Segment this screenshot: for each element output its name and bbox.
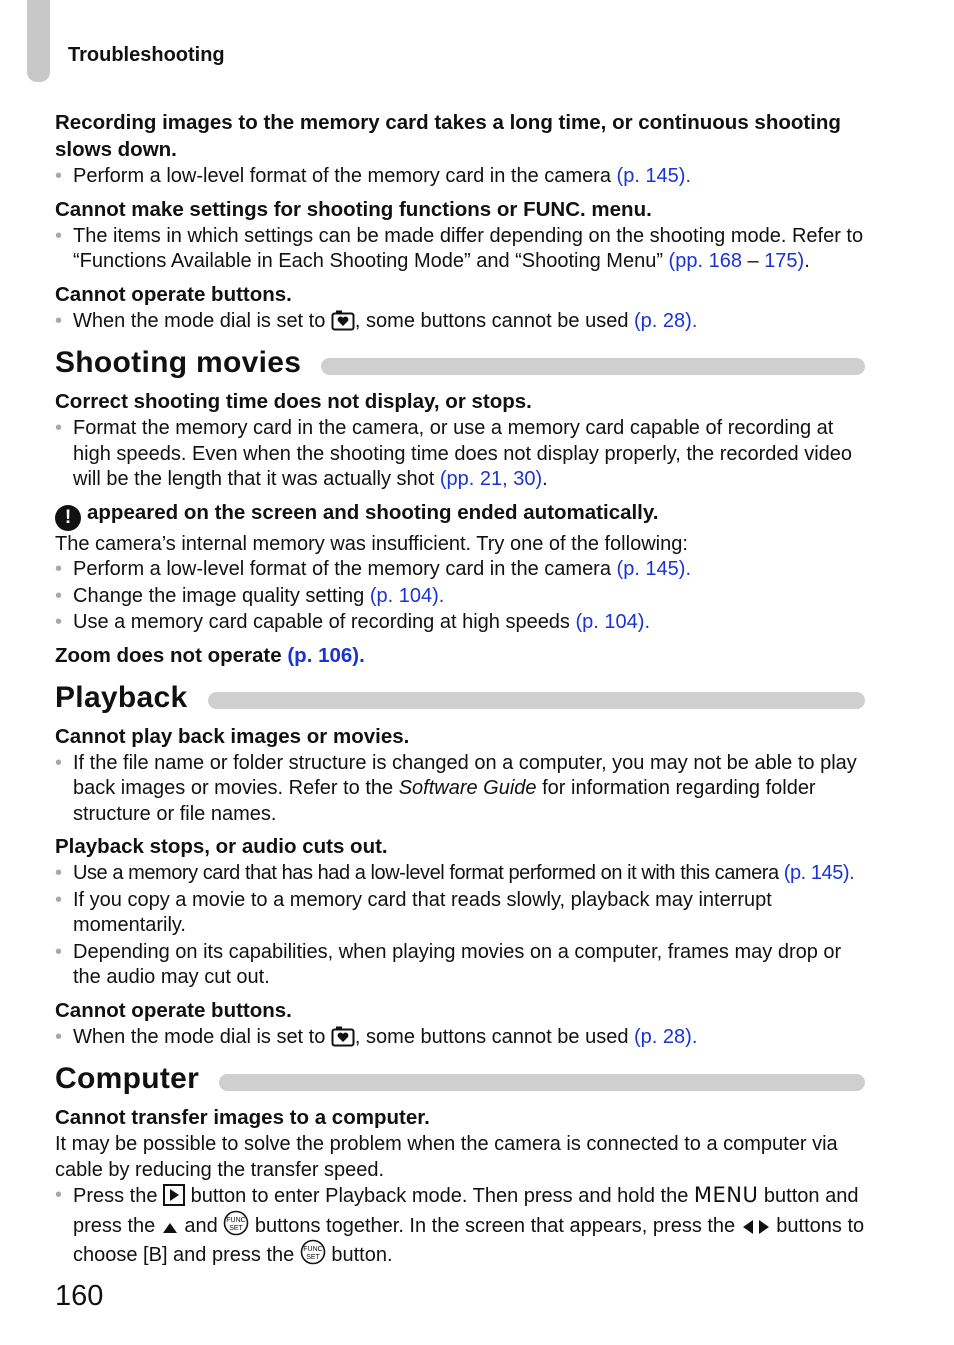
- page-link[interactable]: (pp. 21: [439, 468, 503, 490]
- bullet-icon: •: [55, 309, 63, 332]
- camera-heart-icon: [331, 1025, 355, 1047]
- answer-list: [55, 557, 865, 636]
- paragraph: It may be possible to solve the problem when the camera is connected to a computer via cable by reducing the transfer speed.: [55, 1133, 838, 1181]
- answer-list: [55, 1025, 865, 1051]
- playback-button-icon: [163, 1184, 185, 1206]
- page-link[interactable]: (p. 104): [575, 611, 645, 633]
- svg-text:SET: SET: [306, 1254, 320, 1261]
- section-header-playback: [55, 679, 865, 717]
- list-item: • Depending on its capabilities, when playing movies on a computer, frames may drop or the audio may cut out.: [55, 940, 842, 988]
- answer-list: [55, 309, 865, 335]
- page-link[interactable]: 30): [513, 468, 543, 490]
- question-heading: Recording images to the memory card takes a long time, or continuous shooting slows down.: [55, 111, 841, 161]
- left-right-triangle-icon: [741, 1218, 771, 1236]
- svg-text:FUNC: FUNC: [303, 1246, 323, 1253]
- page-link[interactable]: (p. 28): [634, 309, 692, 332]
- question-heading: Correct shooting time does not display, or stops.: [55, 390, 532, 413]
- page-link[interactable]: (p. 106): [287, 643, 360, 667]
- list-item: • Press the button to enter Playback mode. Then press and hold the MENU button and press the and FUNC SET buttons together. In the screen that appears, press the buttons to choose [B] and press the FUNC SET button.: [55, 1183, 865, 1266]
- bullet-icon: •: [55, 558, 63, 580]
- section-title: Computer: [55, 1062, 200, 1095]
- bullet-icon: •: [55, 751, 63, 774]
- bullet-icon: •: [55, 417, 63, 439]
- up-triangle-icon: [161, 1220, 179, 1236]
- section-title: Playback: [55, 680, 188, 714]
- page-link[interactable]: (p. 28): [634, 1025, 692, 1048]
- list-item: • Perform a low-level format of the memory card in the camera (p. 145).: [55, 164, 865, 190]
- page-link[interactable]: (p. 145): [783, 862, 850, 884]
- page-number: 160: [55, 1280, 104, 1312]
- page-link[interactable]: (p. 145): [616, 558, 686, 580]
- page-link[interactable]: (pp. 168: [668, 250, 742, 272]
- page-link[interactable]: (p. 145): [616, 165, 686, 187]
- section-rule: [219, 1074, 865, 1091]
- section-rule: [208, 692, 866, 709]
- list-item: • Change the image quality setting (p. 104).: [55, 584, 865, 610]
- list-item: • Use a memory card that has had a low-level format performed on it with this camera (p. 145).: [55, 861, 865, 887]
- bullet-icon: •: [55, 862, 62, 884]
- answer-list: [55, 416, 865, 493]
- list-item: • Use a memory card capable of recording at high speeds (p. 104).: [55, 610, 865, 636]
- question-heading: Cannot operate buttons.: [55, 998, 292, 1022]
- question-heading: Zoom does not operate (p. 106).: [55, 643, 365, 667]
- question-heading: Playback stops, or audio cuts out.: [55, 835, 388, 858]
- question-heading: Cannot make settings for shooting functions or FUNC. menu.: [55, 197, 652, 221]
- running-header: Troubleshooting: [68, 44, 225, 66]
- func-set-button-icon: [223, 1210, 249, 1236]
- svg-text:FUNC: FUNC: [226, 1216, 247, 1224]
- question-heading: Cannot transfer images to a computer.: [55, 1106, 430, 1129]
- list-item: • The items in which settings can be made differ depending on the shooting mode. Refer to “Functions Available in Each Shooting Mode” and “Shooting Menu” (pp. 168 – 175).: [55, 224, 864, 272]
- question-heading: Cannot play back images or movies.: [55, 724, 410, 748]
- paragraph: The camera’s internal memory was insufficient. Try one of the following:: [55, 532, 688, 555]
- bullet-icon: •: [55, 584, 63, 607]
- bullet-icon: •: [55, 1025, 63, 1048]
- bullet-icon: •: [55, 611, 63, 633]
- answer-list: [55, 164, 865, 190]
- svg-text:SET: SET: [229, 1224, 244, 1232]
- camera-heart-icon: [331, 309, 355, 331]
- section-title: Shooting movies: [55, 346, 302, 379]
- page-link[interactable]: 175): [764, 250, 805, 272]
- page-content: [55, 103, 865, 1270]
- list-item: • When the mode dial is set to , some buttons cannot be used (p. 28).: [55, 309, 865, 335]
- func-set-button-icon: [300, 1239, 326, 1265]
- list-item: • When the mode dial is set to , some buttons cannot be used (p. 28).: [55, 1025, 865, 1051]
- warning-icon: !: [55, 505, 81, 531]
- menu-button-label: MENU: [693, 1183, 759, 1207]
- answer-list: [55, 224, 865, 275]
- answer-list: [55, 861, 865, 991]
- list-item: • If the file name or folder structure is changed on a computer, you may not be able to play back images or movies. Refer to the Software Guide for information regarding folder structure or file names.: [55, 751, 857, 825]
- bullet-icon: •: [55, 940, 63, 963]
- bullet-icon: •: [55, 888, 63, 911]
- list-item: • If you copy a movie to a memory card that reads slowly, playback may interrupt momentarily.: [55, 888, 772, 936]
- italic-title: Software Guide: [398, 777, 537, 799]
- section-header-computer: [55, 1060, 865, 1098]
- question-heading: Cannot operate buttons.: [55, 282, 292, 306]
- list-item: • Format the memory card in the camera, or use a memory card capable of recording at high speeds. Even when the shooting time does not display properly, the recorded video will be the length that it was actually shot (pp. 21, 30).: [55, 417, 853, 490]
- bullet-icon: •: [55, 224, 63, 247]
- bullet-icon: •: [55, 1184, 63, 1206]
- section-header-shooting-movies: [55, 344, 865, 382]
- answer-list: [55, 1183, 865, 1269]
- bullet-icon: •: [55, 165, 63, 187]
- question-heading: ! appeared on the screen and shooting ended automatically.: [55, 499, 865, 531]
- list-item: • Perform a low-level format of the memory card in the camera (p. 145).: [55, 557, 865, 583]
- answer-list: [55, 751, 865, 828]
- page-link[interactable]: (p. 104): [369, 584, 439, 607]
- section-rule: [321, 358, 865, 375]
- chapter-side-tab: [27, 0, 50, 82]
